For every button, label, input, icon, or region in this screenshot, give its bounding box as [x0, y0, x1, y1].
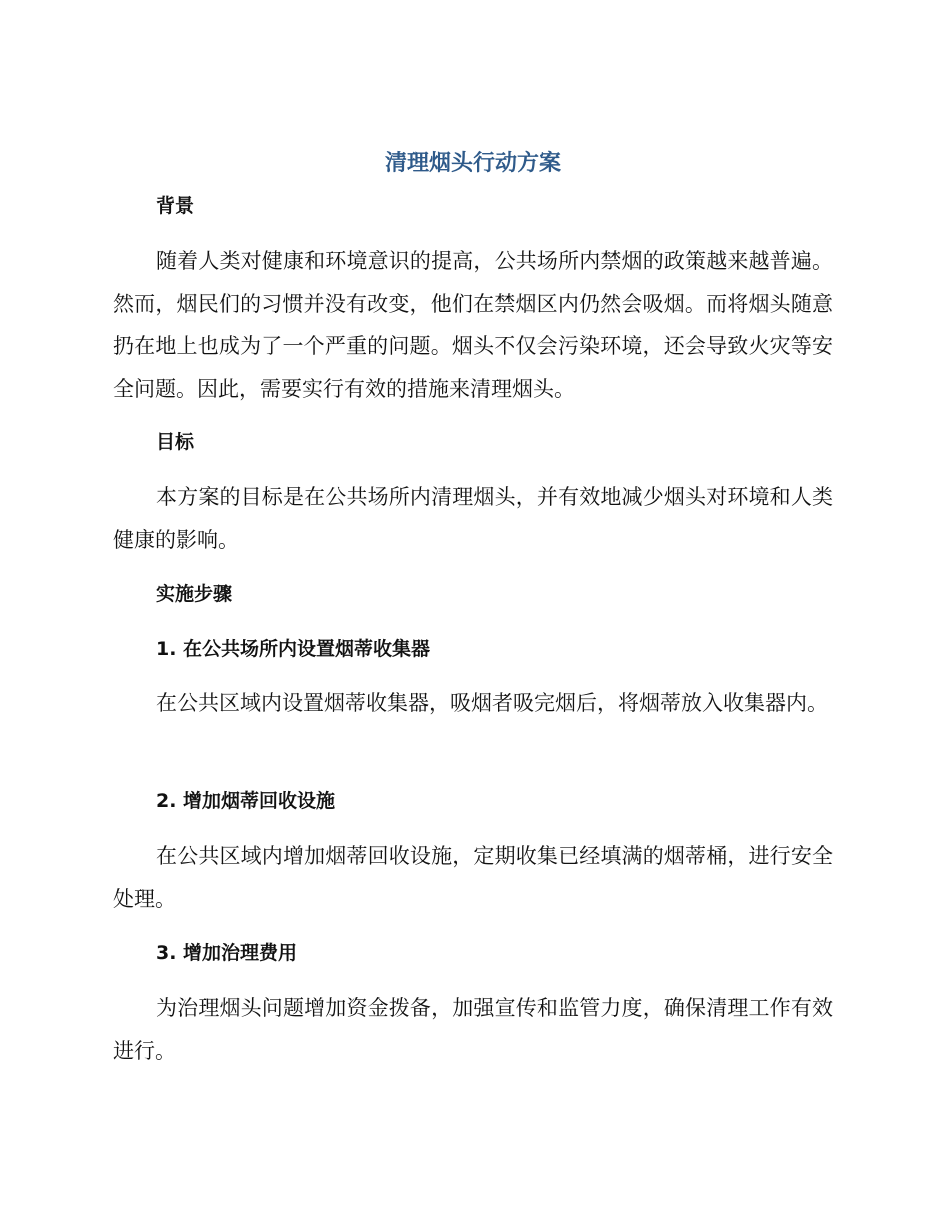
step-2-text: 在公共区域内增加烟蒂回收设施，定期收集已经填满的烟蒂桶，进行安全处理。 [113, 844, 833, 911]
step-1-heading: 1. 在公共场所内设置烟蒂收集器 [156, 638, 431, 660]
section-heading-background: 背景 [156, 195, 195, 217]
step-3-text: 为治理烟头问题增加资金拨备，加强宣传和监管力度，确保清理工作有效进行。 [113, 996, 833, 1063]
step-2-heading: 2. 增加烟蒂回收设施 [156, 790, 336, 812]
document-title: 清理烟头行动方案 [384, 151, 561, 176]
section-heading-steps: 实施步骤 [156, 583, 233, 605]
section-text-background: 随着人类对健康和环境意识的提高，公共场所内禁烟的政策越来越普遍。然而，烟民们的习惯并没有改变，他们在禁烟区内仍然会吸烟。而将烟头随意扔在地上也成为了一个严重的问题。烟头不仅会污染环境，还会导致火灾等安全问题。因此，需要实行有效的措施来清理烟头。 [113, 249, 833, 401]
step-3-heading: 3. 增加治理费用 [156, 942, 298, 964]
section-heading-goal: 目标 [156, 431, 195, 453]
section-text-goal: 本方案的目标是在公共场所内清理烟头，并有效地减少烟头对环境和人类健康的影响。 [113, 485, 833, 552]
step-1-text: 在公共区域内设置烟蒂收集器，吸烟者吸完烟后，将烟蒂放入收集器内。 [156, 691, 828, 715]
